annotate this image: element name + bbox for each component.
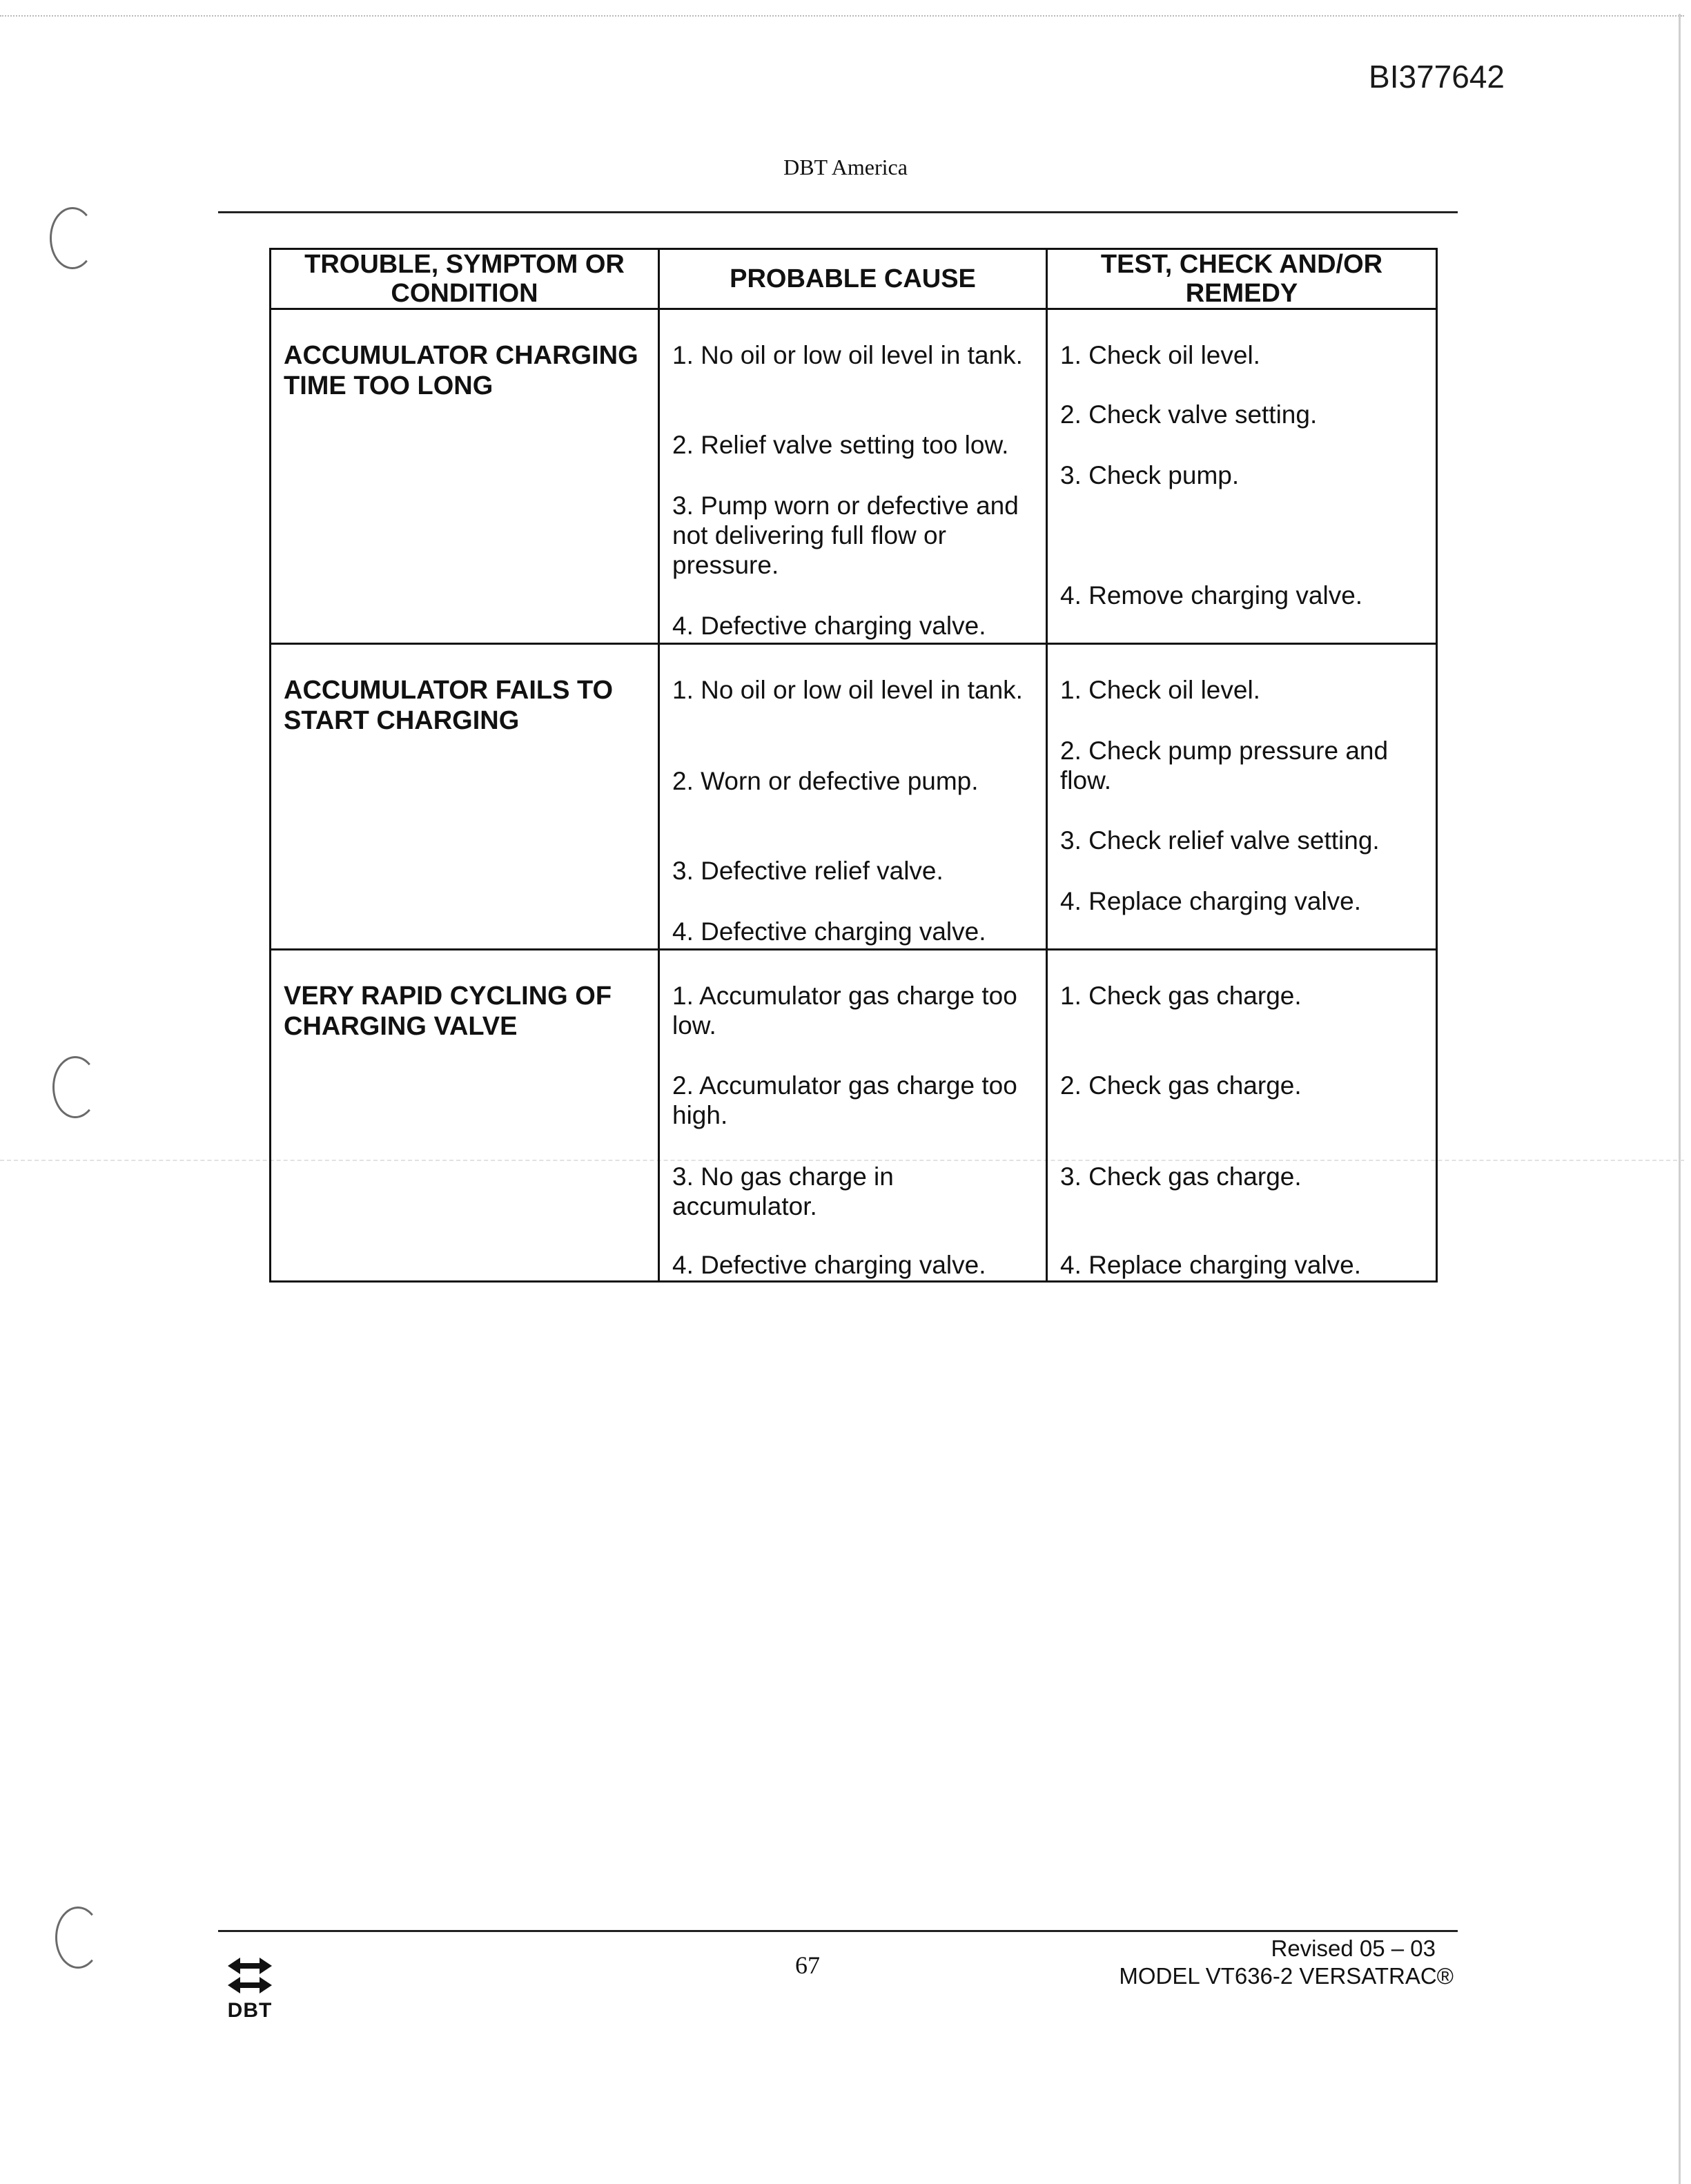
remedy-item: 1. Check oil level.	[1060, 676, 1260, 704]
remedy-item: 3. Check relief valve setting.	[1060, 826, 1380, 855]
remedy-item: 2. Check gas charge.	[1060, 1071, 1302, 1100]
condition-cell	[271, 309, 659, 644]
condition-text: ACCUMULATOR FAILS TO START CHARGING	[284, 676, 614, 735]
revision-date: Revised 05 – 03	[1271, 1936, 1436, 1961]
condition-cell	[271, 950, 659, 1282]
cause-cell	[659, 950, 1047, 1282]
remedy-cell	[1047, 950, 1437, 1282]
header-rule	[218, 211, 1458, 213]
cause-item: 3. No gas charge in accumulator.	[672, 1162, 894, 1220]
document-id: BI377642	[1369, 59, 1505, 95]
table-header-row	[271, 249, 1437, 309]
scan-border-top	[0, 15, 1684, 17]
footer-rule	[218, 1930, 1458, 1932]
cause-item: 1. No oil or low oil level in tank.	[672, 341, 1023, 369]
punch-hole-middle	[52, 1056, 98, 1118]
cause-item: 3. Defective relief valve.	[672, 857, 944, 885]
cause-item: 2. Relief valve setting too low.	[672, 431, 1009, 459]
condition-text: VERY RAPID CYCLING OF CHARGING VALVE	[284, 982, 612, 1041]
punch-hole-bottom	[55, 1907, 101, 1969]
cause-item: 1. No oil or low oil level in tank.	[672, 676, 1023, 704]
model-name: MODEL VT636-2 VERSATRAC®	[1119, 1963, 1454, 1989]
remedy-item: 1. Check gas charge.	[1060, 982, 1302, 1010]
troubleshooting-table	[269, 248, 1438, 1283]
remedy-cell	[1047, 644, 1437, 950]
table-row	[271, 950, 1437, 1282]
page-number: 67	[795, 1951, 820, 1979]
remedy-item: 1. Check oil level.	[1060, 341, 1260, 369]
scan-border-right	[1679, 14, 1681, 2184]
remedy-cell	[1047, 309, 1437, 644]
remedy-item: 4. Replace charging valve.	[1060, 1251, 1362, 1279]
condition-cell	[271, 644, 659, 950]
remedy-item: 3. Check gas charge.	[1060, 1162, 1302, 1191]
cause-item: 2. Worn or defective pump.	[672, 767, 979, 795]
column-header-remedy: TEST, CHECK AND/OR REMEDY	[1047, 249, 1437, 309]
cause-item: 2. Accumulator gas charge too high.	[672, 1071, 1017, 1129]
remedy-item: 4. Replace charging valve.	[1060, 887, 1362, 915]
punch-hole-top	[50, 207, 95, 269]
column-header-condition: TROUBLE, SYMPTOM OR CONDITION	[271, 249, 659, 309]
cause-cell	[659, 309, 1047, 644]
remedy-item: 2. Check pump pressure and flow.	[1060, 737, 1389, 794]
remedy-item: 4. Remove charging valve.	[1060, 581, 1363, 610]
cause-item: 3. Pump worn or defective and not delivering full flow or pressure.	[672, 491, 1019, 579]
table-row	[271, 309, 1437, 644]
remedy-item: 3. Check pump.	[1060, 461, 1240, 489]
remedy-item: 2. Check valve setting.	[1060, 400, 1318, 429]
cause-cell	[659, 644, 1047, 950]
cause-item: 4. Defective charging valve.	[672, 917, 986, 946]
logo-text: DBT	[227, 1999, 273, 2022]
cause-item: 1. Accumulator gas charge too low.	[672, 982, 1017, 1040]
header-company: DBT America	[783, 155, 908, 179]
condition-text: ACCUMULATOR CHARGING TIME TOO LONG	[284, 341, 638, 400]
table-row	[271, 644, 1437, 950]
cause-item: 4. Defective charging valve.	[672, 612, 986, 640]
cause-item: 4. Defective charging valve.	[672, 1251, 986, 1279]
column-header-cause: PROBABLE CAUSE	[659, 249, 1047, 309]
